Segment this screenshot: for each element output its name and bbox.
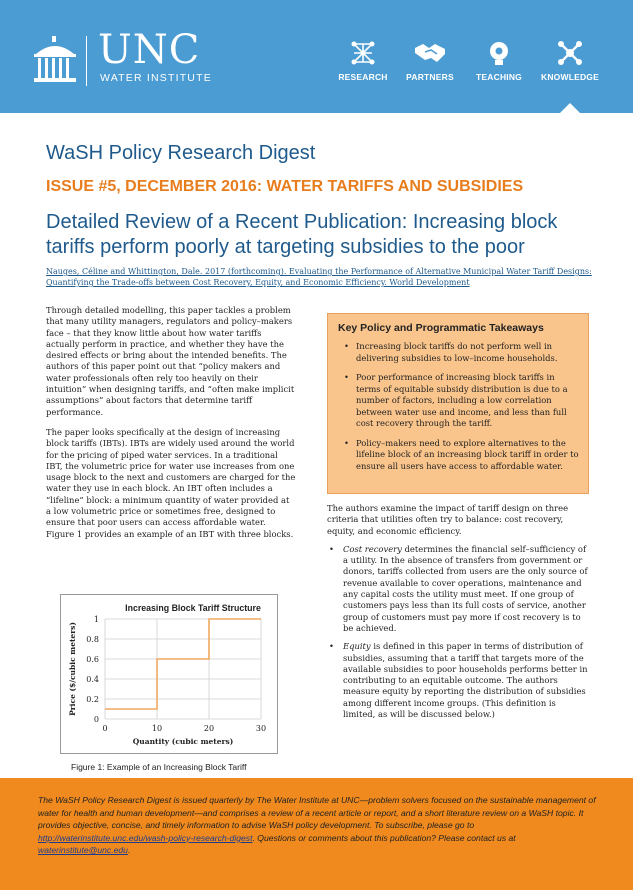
citation-link[interactable]: Nauges, Céline and Whittington, Dale. 2017 (forthcoming). Evaluating the Performance of Alternative Municipal Water Tariff Designs: Quantifying the Trade-offs between Cost Recovery, Equity, and Economic Efficiency. World Development bbox=[46, 267, 592, 287]
takeaways-box bbox=[327, 313, 589, 494]
nav-label: TEACHING bbox=[476, 72, 522, 82]
footer-text-part: . Questions or comments about this publication? Please contact us at bbox=[252, 832, 516, 843]
y-tick-label: 0.8 bbox=[86, 635, 99, 644]
takeaway-item: • Poor performance of increasing block tariffs in terms of equitable subsidy distribution is due to a number of factors, including a low correlation between water use and income, and less than full cost recovery through the tariff. bbox=[356, 372, 580, 430]
right-column bbox=[327, 503, 589, 727]
right-intro: The authors examine the impact of tariff design on three criteria that utilities often try to balance: cost recovery, equity, and economic efficiency. bbox=[327, 503, 569, 536]
takeaway-item: • Policy–makers need to explore alternatives to the lifeline block of an increasing block tariff in order to ensure all users have access to affordable water. bbox=[356, 438, 580, 473]
left-column bbox=[46, 305, 296, 549]
body-paragraph: Through detailed modelling, this paper tackles a problem that many utility managers, regulators and policy–makers face – that they know little about how water tariffs actually perform in practice, and whether they have the desired effects or bring about the intended benefits. The authors of this paper point out that “policy makers and water professionals often rely too heavily on their intuition” when designing tariffs, and “often make implicit assumptions” about factors that determine tariff performance. bbox=[46, 305, 295, 417]
footer-text bbox=[38, 794, 603, 857]
site-header bbox=[0, 0, 633, 113]
logo-name: UNC bbox=[98, 27, 201, 73]
active-nav-indicator bbox=[559, 103, 581, 114]
y-axis-label: Price ($/cubic meters) bbox=[68, 622, 77, 716]
molecule-icon bbox=[556, 40, 584, 66]
y-tick-label: 0.6 bbox=[86, 655, 99, 664]
person-gear-icon bbox=[486, 40, 512, 66]
y-tick-label: 0.4 bbox=[86, 675, 99, 684]
footer-text-part: The WaSH Policy Research Digest is issued quarterly by The Water Institute at UNC—problem solvers focused on the sustainable management of water for health and human development—and comprises a review of a recent article or report, and a short literature review on a WaSH topic. It provides objective, concise, and timely information to advise WaSH policy development. To subscribe, please go to bbox=[38, 795, 596, 830]
logo-divider bbox=[86, 36, 87, 86]
email-link[interactable]: waterinstitute@unc.edu bbox=[38, 845, 128, 855]
criteria-text: is defined in this paper in terms of distribution of subsidies, assuming that a tariff that targets more of the available subsidies to poor households performs better in contributing to an equitable outcome. The authors measure equity by reporting the distribution of subsidies among different income groups. (This definition is limited, as will be discussed below.) bbox=[343, 641, 588, 720]
criteria-list bbox=[327, 544, 589, 720]
x-tick-label: 30 bbox=[255, 724, 267, 733]
takeaways-heading: Key Policy and Programmatic Takeaways bbox=[338, 322, 544, 334]
logo-subtitle: WATER INSTITUTE bbox=[100, 72, 212, 84]
handshake-icon bbox=[413, 40, 447, 66]
issue-title: ISSUE #5, DECEMBER 2016: WATER TARIFFS AND SUBSIDIES bbox=[46, 178, 524, 195]
series-line bbox=[105, 619, 261, 709]
x-tick-label: 20 bbox=[203, 724, 215, 733]
y-tick-label: 0 bbox=[93, 715, 99, 724]
x-axis-label: Quantity (cubic meters) bbox=[132, 737, 234, 746]
takeaways-list bbox=[328, 341, 588, 472]
digest-title: WaSH Policy Research Digest bbox=[46, 142, 316, 164]
footer-text-part: . bbox=[127, 845, 131, 855]
x-tick-label: 10 bbox=[151, 724, 163, 733]
x-tick-label: 0 bbox=[102, 724, 108, 733]
criteria-term: Cost recovery bbox=[343, 543, 402, 554]
subscribe-link[interactable]: http://waterinstitute.unc.edu/wash-policy-research-digest bbox=[38, 832, 253, 843]
nav-label: RESEARCH bbox=[338, 72, 388, 82]
network-icon bbox=[350, 40, 376, 66]
old-well-logo-icon bbox=[30, 36, 80, 86]
takeaway-item: • Increasing block tariffs do not perform well in delivering subsidies to low–income households. bbox=[356, 341, 580, 364]
nav-partners[interactable] bbox=[390, 40, 470, 82]
y-tick-label: 1 bbox=[93, 615, 99, 624]
nav-label: KNOWLEDGE bbox=[541, 72, 599, 82]
criteria-item bbox=[343, 544, 589, 634]
tariff-chart-svg bbox=[61, 595, 277, 753]
nav-knowledge[interactable] bbox=[530, 40, 610, 82]
tariff-chart bbox=[60, 594, 278, 754]
chart-title: Increasing Block Tariff Structure bbox=[125, 603, 261, 613]
body-paragraph: The paper looks specifically at the design of increasing block tariffs (IBTs). IBTs are widely used around the world for the pricing of piped water services. In a traditional IBT, the volumetric price for water use increases from one usage block to the next and customers are charged for the water they use in each block. An IBT often includes a “lifeline” block: a minimum quantity of water provided at a low volumetric price or sometimes free, designed to ensure that poor users can access affordable water. Figure 1 provides an example of an IBT with three blocks. bbox=[46, 426, 296, 539]
criteria-text: determines the financial self–sufficiency of a utility. In the absence of transfers from government or donors, tariffs collected from users are the only source of revenue available to cover operations, maintenance and any capital costs the utility must meet. If one group of customers pays less than its full costs of service, another group of customers must pay more if cost recovery is to be achieved. bbox=[343, 543, 588, 633]
criteria-item bbox=[343, 641, 589, 720]
nav-label: PARTNERS bbox=[406, 72, 454, 82]
nav-teaching[interactable] bbox=[459, 40, 539, 82]
criteria-term: Equity bbox=[343, 641, 371, 652]
figure-caption: Figure 1: Example of an Increasing Block Tariff bbox=[71, 762, 247, 772]
y-tick-label: 0.2 bbox=[86, 695, 99, 704]
review-title: Detailed Review of a Recent Publication: Increasing block tariffs perform poorly at targeting subsidies to the poor bbox=[46, 211, 558, 258]
footer bbox=[0, 778, 633, 890]
